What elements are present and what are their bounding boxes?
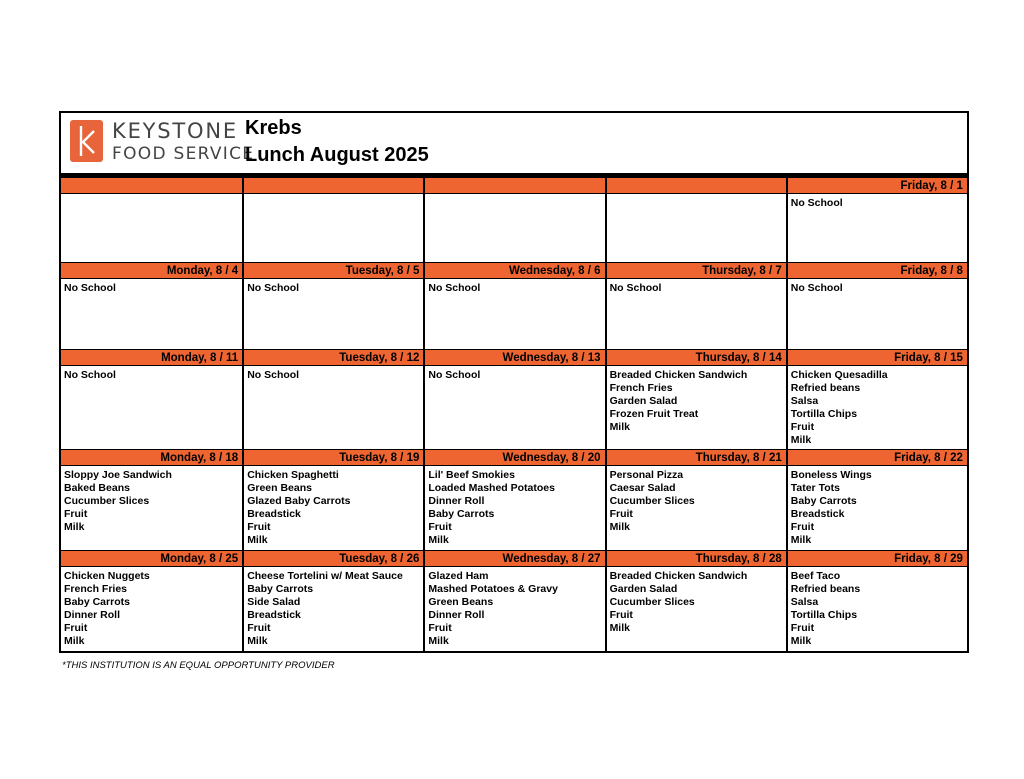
brand-name-line1: KEYSTONE [112,119,238,143]
day-cell [786,263,967,349]
day-cell [423,450,604,550]
menu-item: Fruit [247,521,271,533]
day-header: Thursday, 8 / 7 [607,263,786,279]
menu-item: Salsa [790,395,819,407]
day-cell [423,551,604,651]
menu-item: Dinner Roll [428,609,485,621]
menu-item: Frozen Fruit Treat [609,408,699,420]
menu-item: Fruit [64,508,88,520]
day-cell [605,450,786,550]
menu-item: Fruit [609,609,633,621]
menu-item: Milk [64,521,85,533]
brand-logo-text [112,119,254,163]
menu-calendar [59,111,969,653]
day-header: Tuesday, 8 / 26 [244,551,423,567]
menu-item: Milk [247,534,268,546]
day-cell [61,350,242,449]
day-header: Wednesday, 8 / 20 [425,450,604,466]
day-menu [607,366,786,449]
menu-item: Green Beans [247,482,312,494]
day-menu [788,366,967,449]
menu-item: Milk [609,421,630,433]
menu-item: No School [609,282,662,294]
menu-item: No School [428,282,481,294]
menu-item: No School [247,282,300,294]
day-menu [425,194,604,262]
day-cell [242,551,423,651]
menu-item: Fruit [428,521,452,533]
day-menu [61,366,242,449]
day-cell [242,263,423,349]
day-header: Monday, 8 / 11 [61,350,242,366]
day-cell [61,450,242,550]
menu-item: Sloppy Joe Sandwich [64,469,172,481]
menu-item: Cucumber Slices [609,596,695,608]
weeks-grid [61,178,967,651]
day-menu [61,194,242,262]
menu-item: Glazed Ham [428,570,489,582]
menu-item: No School [247,369,300,381]
day-menu [607,279,786,349]
menu-item: Milk [609,521,630,533]
day-cell [423,263,604,349]
menu-header [61,113,967,178]
day-menu [425,279,604,349]
day-header: Friday, 8 / 8 [788,263,967,279]
menu-item: Breadstick [247,508,301,520]
day-menu [425,567,604,651]
day-cell [423,178,604,262]
day-cell [242,450,423,550]
menu-item: Milk [428,534,449,546]
day-cell [786,551,967,651]
day-menu [607,567,786,651]
menu-item: No School [64,369,116,381]
day-cell [61,551,242,651]
day-menu [425,366,604,449]
week-row [61,178,967,262]
menu-item: Breadstick [790,508,845,520]
menu-item: Breaded Chicken Sandwich [609,570,748,582]
menu-item: Mashed Potatoes & Gravy [428,583,558,595]
menu-item: Cucumber Slices [64,495,150,507]
menu-title: Lunch August 2025 [245,144,429,166]
menu-item: Fruit [790,421,815,433]
day-cell [786,350,967,449]
menu-item: Baked Beans [64,482,130,494]
menu-item: Refried beans [790,583,861,595]
day-cell [61,263,242,349]
menu-item: Milk [609,622,630,634]
menu-item: Baby Carrots [428,508,495,520]
menu-item: Breaded Chicken Sandwich [609,369,748,381]
day-header [61,178,242,194]
day-menu [607,466,786,550]
day-menu [61,567,242,651]
day-header: Friday, 8 / 1 [788,178,967,194]
menu-item: Chicken Nuggets [64,570,150,582]
week-row [61,449,967,550]
menu-item: French Fries [609,382,673,394]
week-row [61,262,967,349]
menu-item: Fruit [247,622,271,634]
menu-item: Baby Carrots [247,583,314,595]
day-header: Monday, 8 / 18 [61,450,242,466]
week-row [61,550,967,651]
menu-item: Fruit [790,521,815,533]
brand-name-line2: FOOD SERVICE [112,144,255,164]
menu-item: Side Salad [247,596,301,608]
day-header: Thursday, 8 / 21 [607,450,786,466]
day-menu [607,194,786,262]
menu-item: Fruit [64,622,88,634]
day-cell [605,350,786,449]
day-cell [786,178,967,262]
day-header: Friday, 8 / 29 [788,551,967,567]
menu-item: Glazed Baby Carrots [247,495,351,507]
day-header: Wednesday, 8 / 13 [425,350,604,366]
menu-item: Baby Carrots [64,596,130,608]
day-cell [242,350,423,449]
menu-item: Tortilla Chips [790,609,858,621]
menu-item: No School [64,282,116,294]
menu-item: Cucumber Slices [609,495,695,507]
day-header: Tuesday, 8 / 5 [244,263,423,279]
menu-item: Beef Taco [790,570,841,582]
day-header: Friday, 8 / 22 [788,450,967,466]
menu-item: No School [790,282,843,294]
school-name: Krebs [245,117,302,139]
day-header [244,178,423,194]
day-menu [61,279,242,349]
title-block [245,118,429,165]
week-row [61,349,967,449]
menu-item: Fruit [428,622,452,634]
menu-item: Fruit [609,508,633,520]
menu-item: Refried beans [790,382,861,394]
day-menu [61,466,242,550]
day-header: Monday, 8 / 4 [61,263,242,279]
day-menu [244,366,423,449]
day-cell [605,551,786,651]
day-header: Tuesday, 8 / 12 [244,350,423,366]
day-menu [788,279,967,349]
menu-item: Salsa [790,596,819,608]
day-menu [244,567,423,651]
day-header: Wednesday, 8 / 27 [425,551,604,567]
menu-item: Cheese Tortelini w/ Meat Sauce [247,570,403,582]
menu-item: Garden Salad [609,395,678,407]
menu-item: Dinner Roll [428,495,485,507]
menu-item: Garden Salad [609,583,678,595]
day-header: Monday, 8 / 25 [61,551,242,567]
menu-item: Milk [64,635,85,647]
day-menu [244,279,423,349]
menu-item: Breadstick [247,609,301,621]
day-header: Wednesday, 8 / 6 [425,263,604,279]
menu-item: Tortilla Chips [790,408,858,420]
menu-item: French Fries [64,583,128,595]
day-cell [61,178,242,262]
menu-item: Tater Tots [790,482,840,494]
menu-item: Dinner Roll [64,609,121,621]
menu-item: Caesar Salad [609,482,676,494]
menu-item: Loaded Mashed Potatoes [428,482,555,494]
day-header: Friday, 8 / 15 [788,350,967,366]
menu-item: Green Beans [428,596,494,608]
menu-item: No School [428,369,481,381]
menu-item: Chicken Spaghetti [247,469,339,481]
day-header: Thursday, 8 / 14 [607,350,786,366]
day-header [425,178,604,194]
day-menu [425,466,604,550]
day-cell [605,263,786,349]
day-cell [786,450,967,550]
menu-item: Milk [790,534,812,546]
menu-item: Milk [247,635,268,647]
footer-note: *THIS INSTITUTION IS AN EQUAL OPPORTUNITY PROVIDER [62,660,335,671]
day-cell [423,350,604,449]
day-cell [605,178,786,262]
menu-item: Fruit [790,622,815,634]
keystone-logo-icon [70,120,103,162]
day-menu [244,194,423,262]
menu-item: Chicken Quesadilla [790,369,888,381]
day-header: Thursday, 8 / 28 [607,551,786,567]
menu-item: Personal Pizza [609,469,684,481]
menu-item: Milk [790,434,812,446]
menu-item: Boneless Wings [790,469,872,481]
menu-item: Lil' Beef Smokies [428,469,515,481]
menu-item: Milk [790,635,812,647]
day-menu [244,466,423,550]
day-menu [788,466,967,550]
day-header: Tuesday, 8 / 19 [244,450,423,466]
day-header [607,178,786,194]
day-menu [788,567,967,651]
day-menu [788,194,967,262]
menu-item: Milk [428,635,449,647]
menu-item: Baby Carrots [790,495,857,507]
day-cell [242,178,423,262]
menu-item: No School [790,197,843,209]
